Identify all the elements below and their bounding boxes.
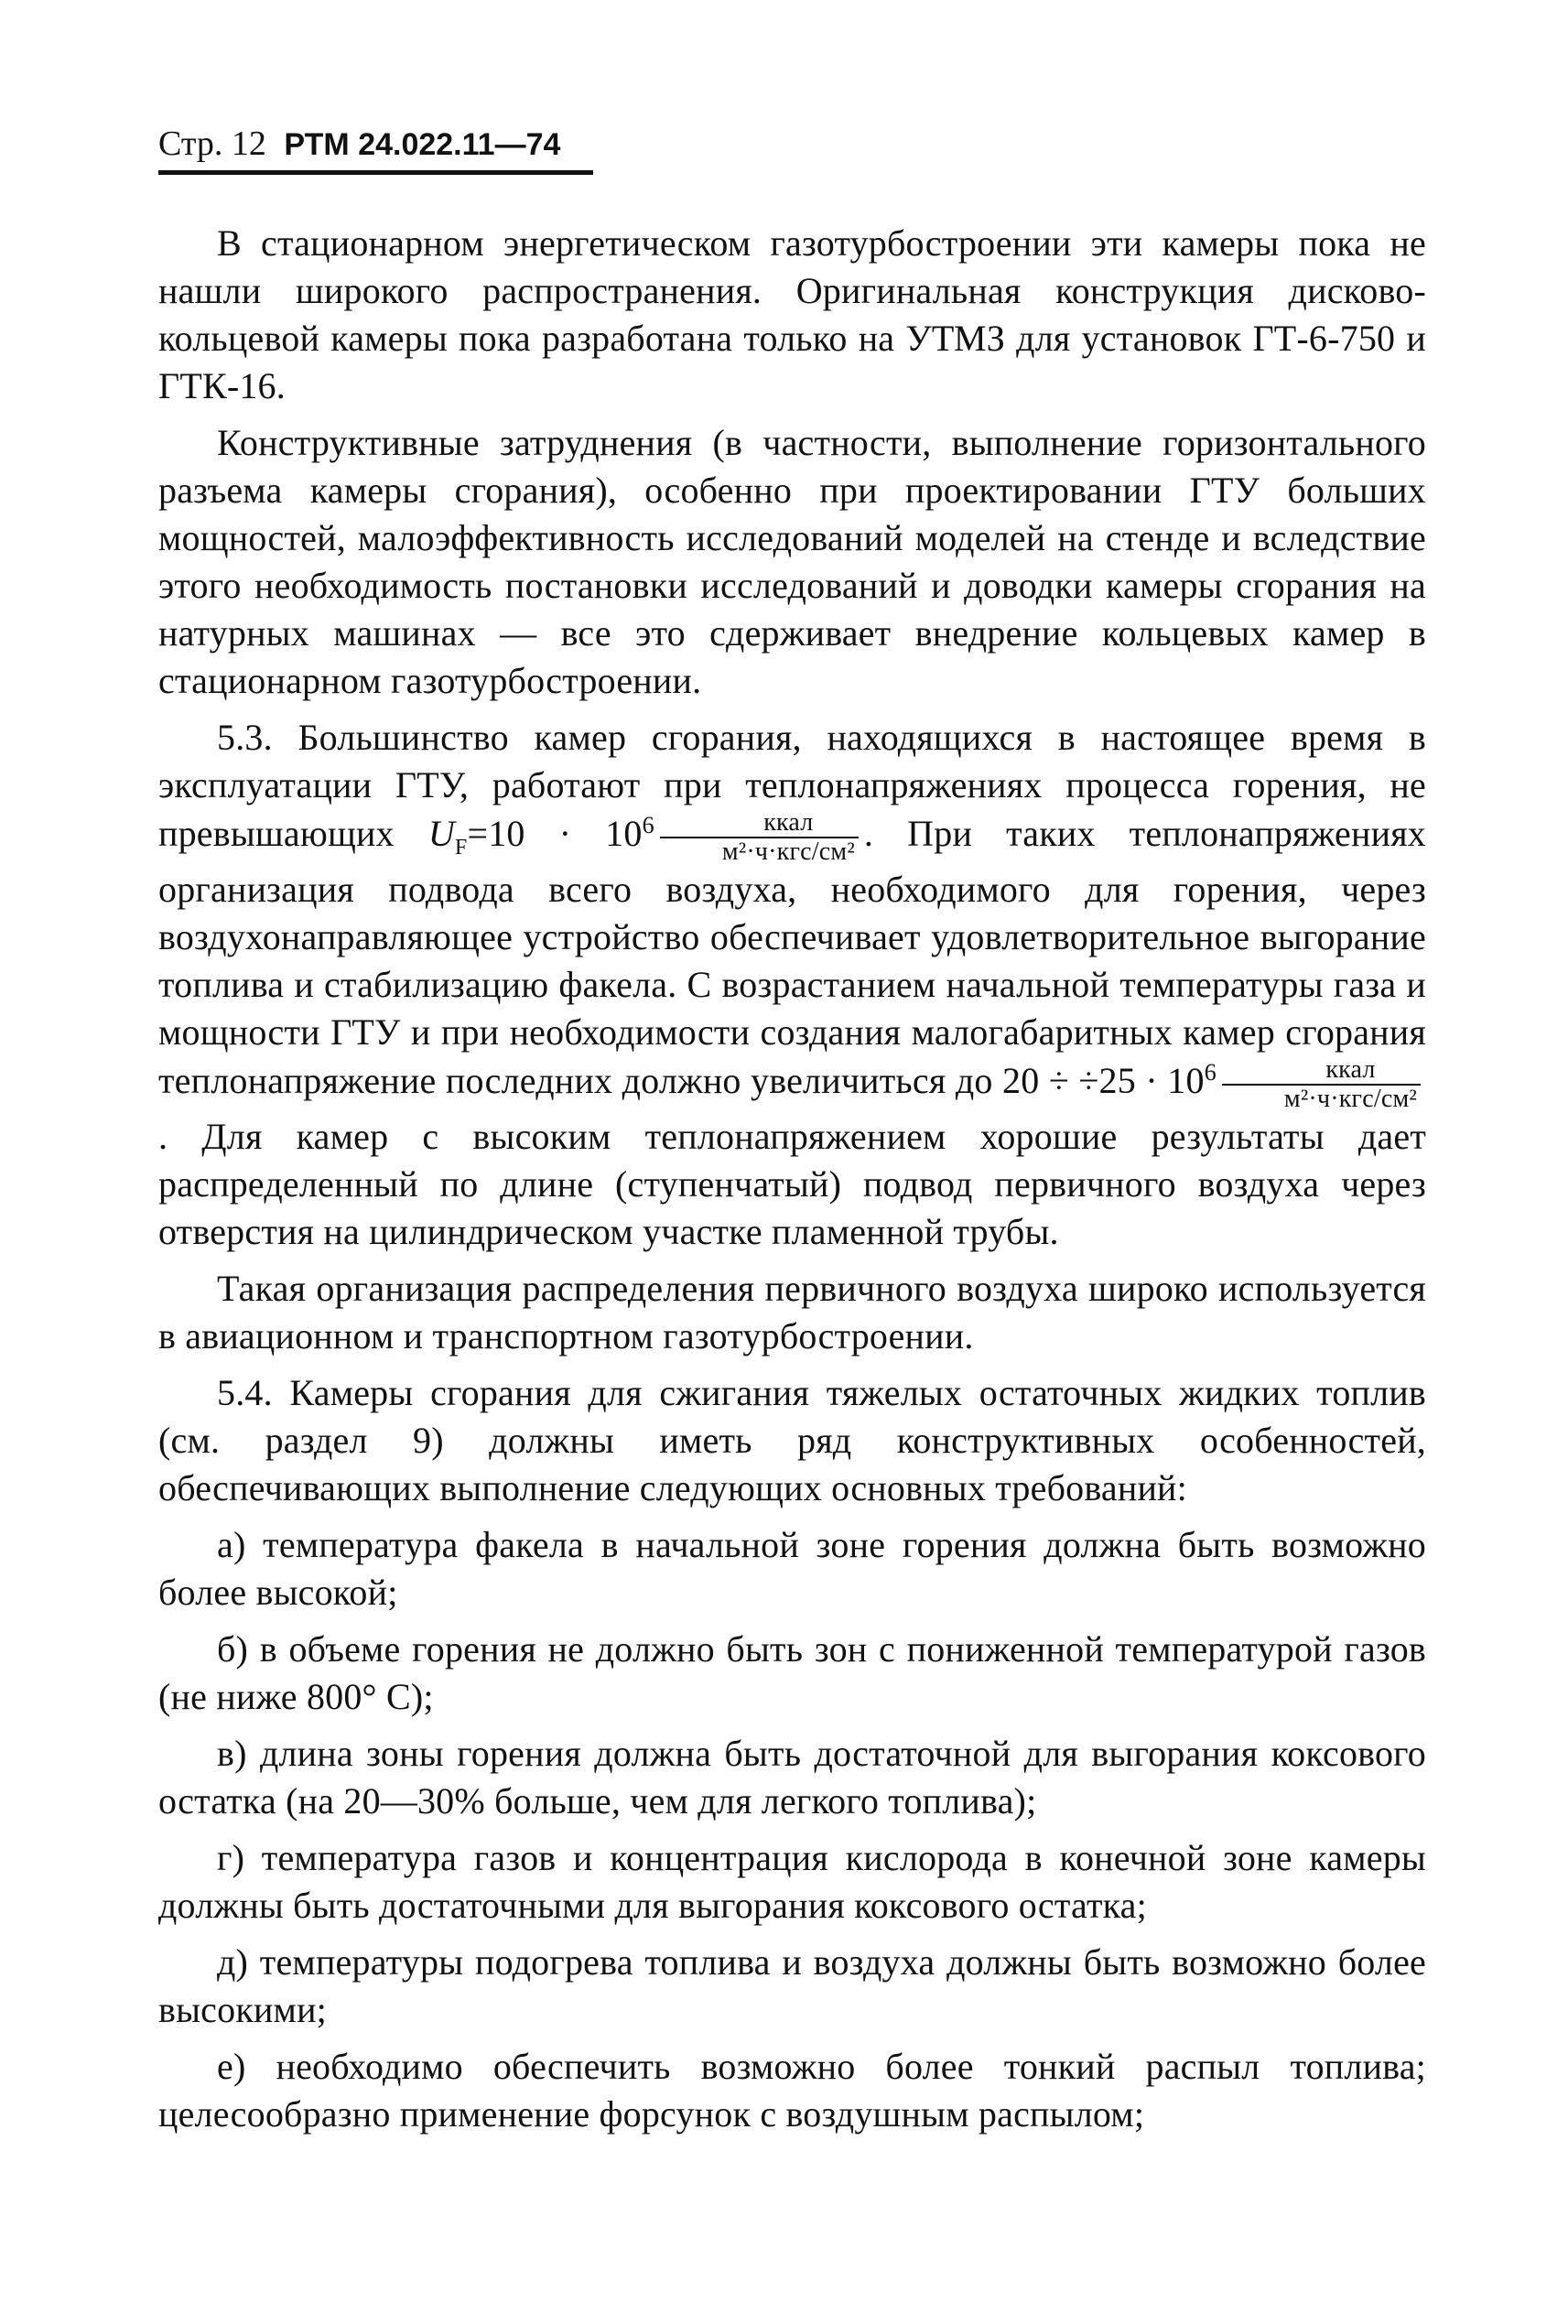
page-header [158, 122, 560, 167]
paragraph-1: В стационарном энергетическом газотурбостроении эти камеры пока не нашли широкого распространения. Оригинальная конструкция дисково-кольцевой камеры пока разработана только на УТМЗ для установок ГТ-6-750 и ГТК-16. [158, 222, 1426, 406]
formula-exponent-1: 6 [642, 811, 654, 838]
paragraph-5-3-part-a: 5.3. Большинство камер сгорания, находящихся в настоящее время в эксплуатации ГТУ, работают при теплонапряжениях процесса горения, не превышающих [158, 717, 1426, 855]
document-id: РТМ 24.022.11—74 [284, 127, 561, 162]
paragraph-5-4: 5.4. Камеры сгорания для сжигания тяжелых остаточных жидких топлив (см. раздел 9) должны иметь ряд конструктивных особенностей, обеспечивающих выполнение следующих основных требований: [158, 1372, 1426, 1508]
formula-u-subscript: F [454, 836, 468, 860]
paragraph-5-3-part-b: . При таких теплонапряжениях организация подвода всего воздуха, необходимого для горения, через воздухонаправляющее устройство обеспечивает удовлетворительное выгорание топлива и стабилизацию факела. С возрастанием начальной температуры газа и мощности ГТУ и при необходимости создания малогабаритных камер сгорания теплонапряжение последних должно увеличиться до 20 ÷ ÷25 · 10 [158, 813, 1426, 1102]
paragraph-5-3-part-c: . Для камер с высоким теплонапряжением хорошие результаты дает распределенный по длине (ступенчатый) подвод первичного воздуха через отверстия на цилиндрическом участке пламенной трубы. [158, 1116, 1426, 1252]
header-rule [158, 170, 593, 175]
list-item-b: б) в объеме горения не должно быть зон с пониженной температурой газов (не ниже 800° С); [158, 1628, 1426, 1717]
document-body [158, 220, 1426, 2147]
formula-value-1: =10 · 10 [467, 813, 643, 855]
paragraph-2: Конструктивные затруднения (в частности, выполнение горизонтального разъема камеры сгорания), особенно при проектировании ГТУ больших мощностей, малоэффективность исследований моделей на стенде и вследствие этого необходимость постановки исследований и доводки камеры сгорания на натурных машинах — все это сдерживает внедрение кольцевых камер в стационарном газотурбостроении. [158, 422, 1426, 701]
formula-u-symbol: U [427, 813, 455, 855]
unit-denominator-1: м²·ч·кгс/см² [721, 838, 855, 866]
unit-numerator-1: ккал [660, 809, 859, 838]
unit-numerator-2: ккал [1222, 1056, 1421, 1086]
page-number-label: Стр. 12 [158, 124, 266, 163]
list-item-a: а) температура факела в начальной зоне горения должна быть возможно более высокой; [158, 1524, 1426, 1613]
unit-fraction-1 [660, 809, 859, 866]
list-item-v: в) длина зоны горения должна быть достаточной для выгорания коксового остатка (на 20—30% больше, чем для легкого топлива); [158, 1733, 1426, 1821]
unit-denominator-2: м²·ч·кгс/см² [1283, 1085, 1417, 1113]
list-item-e: е) необходимо обеспечить возможно более тонкий распыл топлива; целесообразно применение форсунок с воздушным распылом; [158, 2046, 1426, 2135]
paragraph-5-3 [158, 714, 1426, 1256]
unit-fraction-2 [1222, 1056, 1421, 1113]
list-item-g: г) температура газов и концентрация кислорода в конечной зоне камеры должны быть достаточными для выгорания коксового остатка; [158, 1837, 1426, 1926]
formula-exponent-2: 6 [1204, 1058, 1217, 1086]
paragraph-4: Такая организация распределения первичного воздуха широко используется в авиационном и транспортном газотурбостроении. [158, 1268, 1426, 1357]
list-item-d: д) температуры подогрева топлива и воздуха должны быть возможно более высокими; [158, 1941, 1426, 2030]
